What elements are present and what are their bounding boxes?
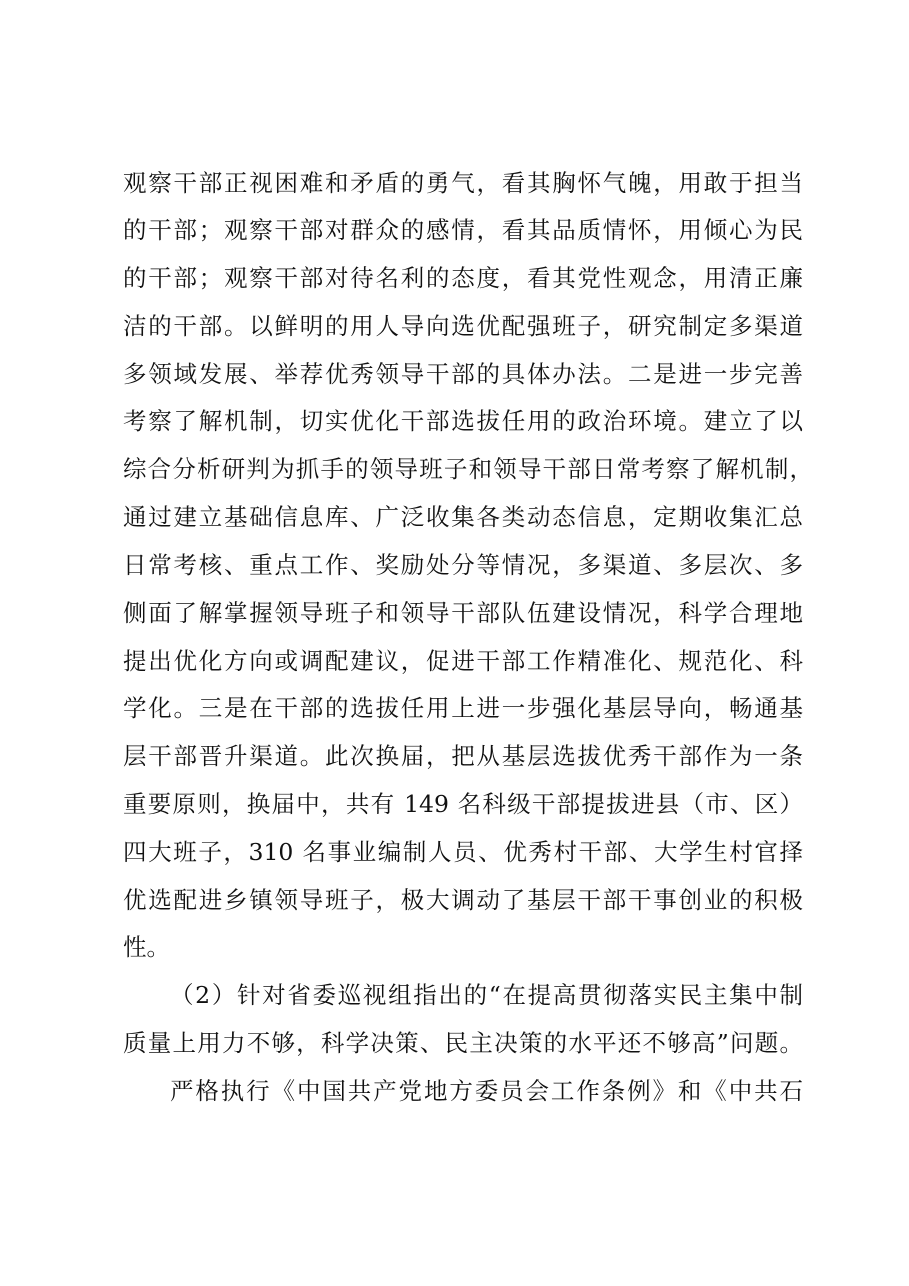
paragraph-line: 考察了解机制，切实优化干部选拔任用的政治环境。建立了以 [123, 407, 803, 435]
paragraph-line: 提出优化方向或调配建议，促进干部工作精准化、规范化、科 [123, 647, 803, 675]
paragraph-line: 的干部；观察干部对待名利的态度，看其党性观念，用清正廉 [123, 264, 803, 292]
paragraph-line: 学化。三是在干部的选拔任用上进一步强化基层导向，畅通基 [123, 694, 803, 722]
paragraph-line: 重要原则，换届中，共有 149 名科级干部提拔进县（市、区） [123, 790, 803, 818]
paragraph-line: 性。 [123, 933, 170, 961]
paragraph-line: 通过建立基础信息库、广泛收集各类动态信息，定期收集汇总 [123, 503, 803, 531]
paragraph-line: 多领域发展、举荐优秀领导干部的具体办法。二是进一步完善 [123, 360, 803, 388]
paragraph-line: 质量上用力不够，科学决策、民主决策的水平还不够高”问题。 [123, 1029, 803, 1057]
paragraph-line: 侧面了解掌握领导班子和领导干部队伍建设情况，科学合理地 [123, 599, 803, 627]
paragraph-line: 四大班子，310 名事业编制人员、优秀村干部、大学生村官择 [123, 838, 803, 866]
paragraph-line: 综合分析研判为抓手的领导班子和领导干部日常考察了解机制， [123, 455, 813, 483]
paragraph-line: （2）针对省委巡视组指出的“在提高贯彻落实民主集中制 [170, 981, 803, 1009]
paragraph-line: 优选配进乡镇领导班子，极大调动了基层干部干事创业的积极 [123, 886, 803, 914]
paragraph-line: 观察干部正视困难和矛盾的勇气，看其胸怀气魄，用敢于担当 [123, 169, 803, 197]
paragraph-line: 洁的干部。以鲜明的用人导向选优配强班子，研究制定多渠道 [123, 312, 803, 340]
paragraph-line: 层干部晋升渠道。此次换届，把从基层选拔优秀干部作为一条 [123, 742, 803, 770]
paragraph-line: 的干部；观察干部对群众的感情，看其品质情怀，用倾心为民 [123, 216, 803, 244]
paragraph-line: 日常考核、重点工作、奖励处分等情况，多渠道、多层次、多 [123, 551, 803, 579]
paragraph-line: 严格执行《中国共产党地方委员会工作条例》和《中共石 [170, 1077, 803, 1105]
